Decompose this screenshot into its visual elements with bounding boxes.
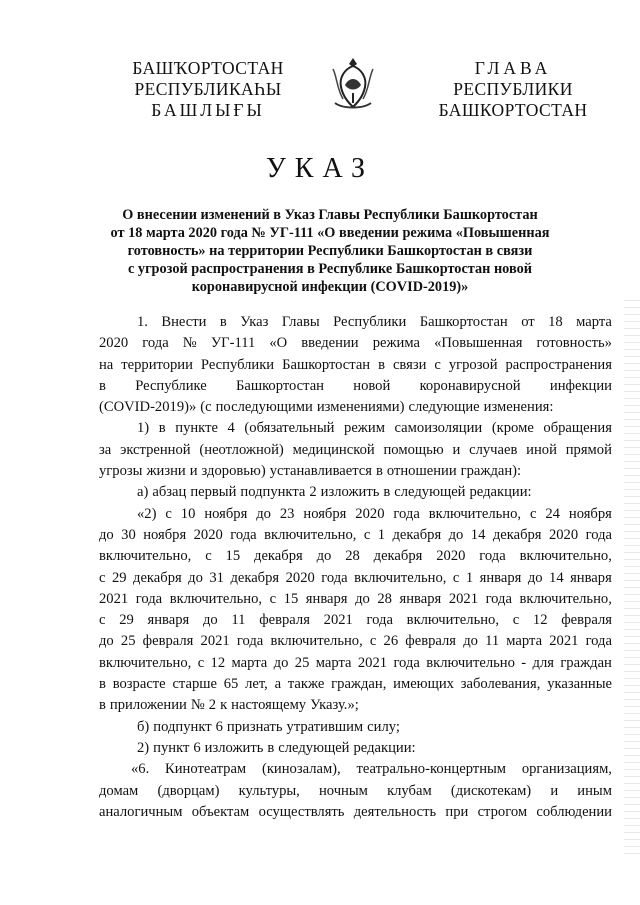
body-word: включительно, bbox=[270, 633, 363, 650]
body-word: соблюдении bbox=[536, 803, 612, 820]
body-word: 2020 bbox=[436, 548, 466, 565]
body-word: (обязательный bbox=[244, 420, 335, 437]
body-word: 2 bbox=[309, 484, 317, 501]
body-word: ноября bbox=[568, 505, 612, 522]
body-word: самоизоляции bbox=[394, 420, 483, 437]
body-word: введении bbox=[301, 335, 359, 352]
body-line bbox=[99, 589, 612, 610]
body-word: до bbox=[316, 548, 332, 565]
body-line bbox=[99, 355, 612, 376]
body-word: 1 bbox=[377, 526, 386, 543]
body-word: Внести bbox=[161, 314, 207, 330]
body-word: а bbox=[274, 676, 282, 693]
body-word: 2021 bbox=[99, 590, 129, 607]
body-word: 2020 bbox=[193, 526, 223, 543]
body-word: января bbox=[305, 590, 348, 607]
body-line bbox=[99, 504, 612, 525]
body-word: (кроме bbox=[491, 420, 534, 437]
body-word: января bbox=[399, 590, 442, 607]
body-word: 24 bbox=[545, 505, 560, 522]
body-word: «О bbox=[269, 335, 288, 352]
body-word: лет, bbox=[245, 676, 268, 693]
body-word: Указ bbox=[240, 314, 269, 330]
body-word: с bbox=[434, 356, 441, 373]
body-line bbox=[99, 525, 612, 546]
body-word: с bbox=[452, 569, 460, 586]
body-word: с bbox=[369, 633, 377, 650]
body-word: Кинотеатрам bbox=[165, 761, 247, 778]
body-word: деятельность bbox=[353, 803, 437, 820]
body-line bbox=[99, 333, 612, 354]
header-left-line: РЕСПУБЛИКАҺЫ bbox=[134, 79, 282, 99]
body-word: Главы bbox=[281, 314, 320, 330]
body-word: «Повышенная bbox=[434, 335, 523, 352]
body-word: ноября bbox=[204, 505, 248, 522]
body-line bbox=[99, 610, 612, 631]
subtitle-line: от 18 марта 2020 года № УГ-111 «О введении режима «Повышенная bbox=[110, 225, 550, 241]
body-word: декабря bbox=[230, 569, 280, 586]
body-word: февраля bbox=[142, 633, 194, 650]
body-word: № bbox=[190, 697, 205, 714]
body-word: граждан bbox=[560, 654, 612, 671]
body-word: с bbox=[205, 548, 212, 565]
body-word: готовность» bbox=[536, 335, 612, 352]
body-word: абзац bbox=[152, 484, 187, 501]
body-word: строгом bbox=[477, 803, 528, 820]
body-word: организациям, bbox=[521, 761, 612, 778]
body-word: граждан): bbox=[460, 463, 522, 480]
body-word: 23 bbox=[279, 505, 295, 522]
header-right-line: ГЛАВА bbox=[474, 58, 552, 78]
body-word: с bbox=[165, 505, 172, 522]
body-line bbox=[99, 759, 612, 780]
body-word: до bbox=[273, 654, 289, 671]
decree-subtitle bbox=[110, 206, 550, 296]
body-word: 6 bbox=[215, 718, 223, 735]
body-word: в bbox=[267, 739, 275, 756]
body-word: помощью bbox=[383, 441, 444, 458]
body-word: 1. bbox=[137, 314, 148, 330]
body-word: обращения bbox=[543, 420, 612, 437]
body-word: 28 bbox=[345, 548, 360, 565]
body-word: редакции: bbox=[469, 484, 532, 501]
body-word: года bbox=[485, 590, 512, 607]
body-word: (дискотекам) bbox=[450, 782, 532, 799]
body-word: отношении bbox=[386, 463, 457, 480]
body-word: включительно, bbox=[99, 548, 192, 565]
body-line bbox=[99, 376, 612, 397]
body-word: Башкортостан bbox=[419, 314, 508, 330]
body-word: № bbox=[182, 335, 197, 352]
body-word: изменения: bbox=[483, 399, 554, 416]
body-word: до bbox=[527, 569, 543, 586]
body-word: февраля bbox=[405, 633, 457, 650]
body-word: года bbox=[393, 505, 420, 522]
body-word: (неотложной) bbox=[199, 441, 284, 458]
body-word: года bbox=[142, 335, 169, 352]
body-word: 31 bbox=[209, 569, 224, 586]
header-left-line: БАШҠОРТОСТАН bbox=[132, 58, 284, 78]
body-word: 2020 bbox=[355, 505, 385, 522]
body-line bbox=[99, 568, 612, 589]
body-word: ноября bbox=[143, 526, 187, 543]
body-word: февраля bbox=[561, 612, 612, 629]
body-word: года bbox=[366, 612, 393, 629]
body-word: изменениями) bbox=[316, 399, 405, 416]
body-word: ночным bbox=[318, 782, 368, 799]
body-word: до bbox=[99, 526, 114, 543]
body-word: режим bbox=[344, 420, 385, 437]
body-word: а) bbox=[137, 484, 149, 501]
body-word: до bbox=[188, 569, 203, 586]
body-word: (COVID-2019)» bbox=[99, 399, 197, 416]
scan-edge-noise bbox=[624, 300, 640, 860]
body-word: и bbox=[189, 463, 198, 480]
subtitle-line: готовность» на территории Республики Башкортостан в связи bbox=[127, 243, 533, 259]
body-word: силу; bbox=[367, 718, 400, 735]
body-word: 10 bbox=[180, 505, 196, 522]
subtitle-line: коронавирусной инфекции (COVID-2019)» bbox=[191, 279, 469, 295]
body-word: 28 bbox=[377, 590, 392, 607]
body-word: 29 bbox=[111, 569, 127, 586]
body-word: следующие bbox=[408, 399, 480, 416]
body-word: культуры, bbox=[238, 782, 300, 799]
body-line bbox=[99, 482, 612, 503]
body-word: случаев bbox=[469, 441, 518, 458]
body-word: 12 bbox=[532, 612, 548, 629]
body-word: 2021 bbox=[448, 590, 478, 607]
body-word: включительно, bbox=[519, 590, 612, 607]
body-word: ноября bbox=[303, 505, 347, 522]
body-word: года bbox=[135, 590, 163, 607]
body-word: 11 bbox=[231, 612, 246, 629]
body-word: изложить bbox=[320, 484, 380, 501]
body-word: с bbox=[99, 612, 106, 629]
body-word: также bbox=[287, 676, 325, 693]
body-line bbox=[99, 781, 612, 802]
body-word: следующей bbox=[278, 739, 350, 756]
body-word: года bbox=[236, 633, 264, 650]
body-word: редакции: bbox=[353, 739, 416, 756]
body-word: признать bbox=[226, 718, 283, 735]
body-word: января bbox=[147, 612, 190, 629]
body-word: года bbox=[230, 526, 257, 543]
coat-of-arms-icon bbox=[327, 55, 379, 111]
body-word: 2021 bbox=[323, 612, 353, 629]
body-word: клубам bbox=[387, 782, 432, 799]
body-word: 2020 bbox=[285, 569, 315, 586]
body-word: Башкортостан bbox=[235, 377, 324, 394]
body-word: включительно, bbox=[354, 569, 447, 586]
body-word: 2020 bbox=[548, 526, 579, 543]
body-line bbox=[99, 546, 612, 567]
body-word: 12 bbox=[210, 654, 226, 671]
body-word: домам bbox=[99, 782, 139, 799]
body-word: б) bbox=[137, 718, 150, 735]
body-word: прямой bbox=[565, 441, 612, 458]
body-word: режима bbox=[372, 335, 420, 352]
body-word: включительно, bbox=[406, 612, 499, 629]
body-word: 30 bbox=[121, 526, 136, 543]
body-word: марта bbox=[576, 314, 612, 330]
body-word: первый bbox=[190, 484, 237, 501]
subtitle-line: О внесении изменений в Указ Главы Республики Башкортостан bbox=[122, 207, 538, 223]
body-word: и bbox=[452, 441, 461, 458]
body-word: 2) bbox=[137, 739, 150, 756]
body-word: от bbox=[521, 314, 535, 330]
body-word: года bbox=[393, 654, 420, 671]
body-word: Республике bbox=[135, 377, 207, 394]
body-word: - bbox=[521, 654, 527, 671]
body-word: с bbox=[99, 569, 106, 586]
body-line bbox=[99, 802, 612, 823]
body-word: к bbox=[220, 697, 228, 714]
body-word: и bbox=[550, 782, 559, 799]
body-word: Указу.»; bbox=[310, 697, 359, 714]
header-right-line: БАШКОРТОСТАН bbox=[438, 100, 588, 120]
body-word: в bbox=[375, 463, 383, 480]
body-word: указанные bbox=[547, 676, 612, 693]
body-word: распространения bbox=[505, 356, 612, 373]
body-word: марта bbox=[506, 633, 543, 650]
body-word: Республики bbox=[333, 314, 407, 330]
body-line bbox=[99, 440, 612, 461]
body-word: (дворцам) bbox=[157, 782, 220, 799]
body-word: пункт bbox=[153, 739, 190, 756]
body-word: (с bbox=[200, 399, 212, 416]
body-word: аналогичным bbox=[99, 803, 183, 820]
body-word: в bbox=[99, 676, 106, 693]
body-line bbox=[99, 397, 612, 418]
body-word: изложить bbox=[204, 739, 264, 756]
body-line bbox=[99, 631, 612, 652]
body-word: экстренной bbox=[120, 441, 191, 458]
body-word: 26 bbox=[383, 633, 399, 650]
header-left-line: БАШЛЫҒЫ bbox=[151, 100, 265, 120]
body-word: включительно, bbox=[99, 654, 192, 671]
body-line bbox=[99, 738, 612, 759]
body-word: при bbox=[445, 803, 469, 820]
body-word: приложении bbox=[109, 697, 187, 714]
body-word: (кинозалам), bbox=[261, 761, 341, 778]
body-word: февраля bbox=[259, 612, 310, 629]
body-line bbox=[99, 418, 612, 439]
body-word: в bbox=[378, 356, 385, 373]
body-word: года bbox=[479, 548, 506, 565]
body-word: января bbox=[479, 569, 522, 586]
body-word: 4 bbox=[227, 420, 235, 437]
body-word: января bbox=[570, 569, 612, 586]
body-word: включительно, bbox=[264, 526, 357, 543]
body-word: устанавливается bbox=[269, 463, 372, 480]
body-word: граждан, bbox=[331, 676, 387, 693]
body-line bbox=[99, 653, 612, 674]
body-word: жизни bbox=[146, 463, 186, 480]
body-word: «6. bbox=[131, 761, 150, 778]
body-word: осуществлять bbox=[258, 803, 345, 820]
body-word: в bbox=[383, 484, 391, 501]
body-word: 25 bbox=[120, 633, 136, 650]
body-word: года bbox=[585, 526, 612, 543]
body-word: 65 bbox=[223, 676, 239, 693]
decree-body bbox=[99, 312, 612, 823]
body-word: с bbox=[512, 612, 520, 629]
body-word: в bbox=[99, 697, 106, 714]
body-word: инфекции bbox=[549, 377, 612, 394]
decree-title: УКАЗ bbox=[265, 153, 375, 184]
body-word: пункте bbox=[175, 420, 218, 437]
body-word: утратившим bbox=[286, 718, 364, 735]
body-line bbox=[99, 312, 612, 333]
body-word: заболевания, bbox=[460, 676, 541, 693]
body-word: с bbox=[363, 526, 371, 543]
body-word: подпункт bbox=[153, 718, 212, 735]
body-word: 2020 bbox=[99, 335, 129, 352]
body-word: в bbox=[99, 377, 106, 394]
body-word: 6 bbox=[193, 739, 201, 756]
body-word: подпункта bbox=[240, 484, 306, 501]
body-word: следующей bbox=[394, 484, 466, 501]
body-word: года bbox=[321, 569, 348, 586]
header-bashkir bbox=[118, 58, 298, 121]
body-word: объектам bbox=[191, 803, 250, 820]
body-word: коронавирусной bbox=[419, 377, 521, 394]
body-word: 25 bbox=[294, 654, 310, 671]
body-word: 18 bbox=[548, 314, 563, 330]
body-word: декабря bbox=[373, 548, 423, 565]
body-word: старше bbox=[172, 676, 217, 693]
body-word: до bbox=[463, 633, 478, 650]
body-word: территории bbox=[121, 356, 193, 373]
body-word: декабря bbox=[254, 548, 303, 565]
body-word: 2021 bbox=[549, 633, 579, 650]
body-word: медицинской bbox=[292, 441, 375, 458]
body-word: на bbox=[99, 356, 114, 373]
header-right-line: РЕСПУБЛИКИ bbox=[453, 79, 573, 99]
body-word: 15 bbox=[283, 590, 299, 607]
body-word: до bbox=[355, 590, 370, 607]
body-word: декабря bbox=[133, 569, 182, 586]
body-word: возрасте bbox=[112, 676, 166, 693]
body-word: угрозы bbox=[99, 463, 143, 480]
body-word: марта bbox=[315, 654, 352, 671]
body-line bbox=[99, 674, 612, 695]
body-word: иным bbox=[577, 782, 612, 799]
body-word: до bbox=[448, 526, 464, 543]
body-word: 2021 bbox=[200, 633, 230, 650]
body-word: включительно, bbox=[428, 505, 522, 522]
body-word: в bbox=[219, 314, 227, 330]
body-word: за bbox=[99, 441, 112, 458]
body-line bbox=[99, 695, 612, 716]
body-word: 1) bbox=[137, 420, 150, 437]
body-word: театрально-концертным bbox=[356, 761, 507, 778]
body-word: декабря bbox=[392, 526, 442, 543]
body-word: последующими bbox=[215, 399, 313, 416]
body-word: марта bbox=[231, 654, 268, 671]
body-word: 14 bbox=[549, 569, 564, 586]
body-word: до bbox=[256, 505, 271, 522]
body-word: с bbox=[529, 505, 537, 522]
body-word: настоящему bbox=[231, 697, 307, 714]
body-word: 2021 bbox=[357, 654, 388, 671]
body-word: до bbox=[99, 633, 114, 650]
header-russian bbox=[420, 58, 606, 121]
body-word: 29 bbox=[119, 612, 134, 629]
body-word: 11 bbox=[485, 633, 500, 650]
body-line bbox=[99, 461, 612, 482]
body-word: новой bbox=[353, 377, 391, 394]
body-word: иной bbox=[526, 441, 557, 458]
subtitle-line: с угрозой распространения в Республике Башкортостан новой bbox=[128, 261, 532, 277]
body-word: включительно, bbox=[169, 590, 263, 607]
body-word: с bbox=[197, 654, 205, 671]
body-word: имеющих bbox=[393, 676, 454, 693]
body-word: включительно bbox=[426, 654, 515, 671]
body-word: угрозой bbox=[448, 356, 498, 373]
body-word: для bbox=[532, 654, 554, 671]
body-word: связи bbox=[392, 356, 427, 373]
body-word: 15 bbox=[225, 548, 241, 565]
body-word: УГ-111 bbox=[210, 335, 256, 352]
body-word: до bbox=[202, 612, 218, 629]
body-word: 1 bbox=[465, 569, 474, 586]
body-line bbox=[99, 717, 612, 738]
body-word: Башкортостан bbox=[282, 356, 371, 373]
body-word: включительно, bbox=[519, 548, 612, 565]
body-word: Республики bbox=[200, 356, 275, 373]
body-word: декабря bbox=[492, 526, 542, 543]
body-word: в bbox=[158, 420, 166, 437]
body-word: «2) bbox=[137, 505, 157, 522]
body-word: с bbox=[269, 590, 277, 607]
body-word: здоровью) bbox=[201, 463, 266, 480]
body-word: 14 bbox=[470, 526, 486, 543]
body-word: 2 bbox=[208, 697, 217, 714]
body-word: года bbox=[585, 633, 612, 650]
